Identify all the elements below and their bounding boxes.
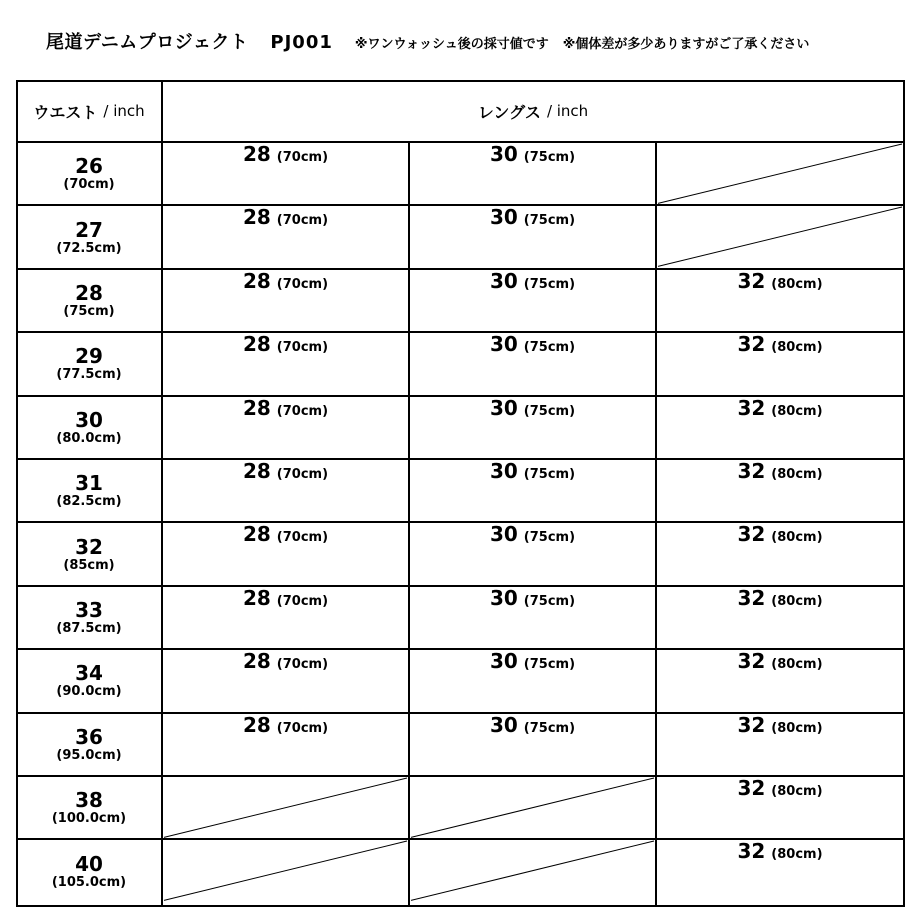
length-header	[162, 80, 904, 142]
waist-cell	[16, 142, 162, 205]
length-cm: (80cm)	[771, 276, 823, 292]
length-cm: (75cm)	[523, 593, 576, 609]
unavailable-cell	[656, 205, 904, 268]
length-inch: 30	[489, 459, 518, 483]
waist-inch: 29	[75, 344, 103, 369]
waist-cm: (105.0cm)	[51, 874, 127, 890]
length-header-label: レングス	[477, 102, 541, 122]
unavailable-cell	[162, 839, 409, 902]
length-cell	[162, 396, 409, 459]
length-cm: (75cm)	[523, 276, 576, 292]
waist-inch: 32	[75, 534, 103, 559]
length-inch: 32	[737, 712, 766, 737]
length-inch: 28	[242, 522, 271, 547]
length-cell	[409, 396, 656, 459]
measurement-note: ※ワンウォッシュ後の採寸値です	[354, 37, 549, 52]
page-header	[46, 28, 809, 56]
waist-inch: 38	[75, 788, 103, 813]
length-cm: (75cm)	[523, 213, 576, 229]
waist-inch: 33	[75, 597, 103, 622]
length-cm: (70cm)	[276, 720, 329, 736]
unavailable-slash	[162, 839, 409, 902]
length-inch: 32	[737, 522, 766, 547]
unavailable-slash	[656, 205, 904, 268]
length-inch: 30	[489, 585, 518, 610]
waist-cm: (70cm)	[63, 177, 115, 193]
length-cell	[656, 649, 904, 712]
waist-inch: 34	[75, 661, 103, 686]
length-cm: (80cm)	[771, 467, 823, 482]
length-cell	[409, 522, 656, 585]
length-inch: 28	[242, 268, 271, 293]
waist-header-label: ウエスト	[33, 102, 98, 122]
size-table	[16, 80, 904, 906]
length-inch: 30	[489, 522, 518, 547]
waist-inch: 36	[75, 724, 103, 749]
product-code: PJ001	[270, 32, 333, 53]
length-inch: 28	[242, 585, 271, 610]
length-inch: 28	[242, 712, 271, 737]
length-cm: (70cm)	[276, 467, 329, 482]
length-inch: 32	[737, 268, 766, 293]
length-cell	[162, 142, 409, 205]
waist-cell	[16, 649, 162, 712]
waist-header-unit: / inch	[103, 102, 145, 120]
waist-cm: (75cm)	[63, 303, 115, 319]
waist-cm: (85cm)	[63, 557, 115, 573]
waist-cm: (100.0cm)	[51, 811, 127, 827]
unavailable-cell	[162, 776, 409, 839]
waist-inch: 27	[75, 217, 103, 242]
length-cm: (75cm)	[523, 340, 576, 356]
length-cm: (75cm)	[523, 530, 576, 546]
waist-header	[16, 80, 162, 142]
waist-cell	[16, 459, 162, 522]
waist-cell	[16, 586, 162, 649]
length-cell	[162, 649, 409, 712]
length-inch: 30	[489, 649, 518, 674]
length-cell	[656, 776, 904, 839]
length-cm: (70cm)	[276, 150, 329, 165]
length-cell	[656, 522, 904, 585]
waist-cell	[16, 839, 162, 902]
waist-cell	[16, 269, 162, 332]
length-cm: (80cm)	[771, 657, 823, 673]
unavailable-slash	[409, 839, 656, 902]
length-cm: (75cm)	[523, 403, 576, 419]
page-title: 尾道デニムプロジェクト	[46, 32, 249, 53]
length-cell	[656, 459, 904, 522]
unavailable-cell	[409, 839, 656, 902]
waist-cell	[16, 396, 162, 459]
length-inch: 32	[737, 332, 766, 357]
waist-cm: (90.0cm)	[56, 684, 122, 700]
length-cell	[409, 586, 656, 649]
length-inch: 28	[242, 142, 271, 166]
waist-cm: (87.5cm)	[56, 620, 122, 636]
length-cm: (80cm)	[771, 784, 823, 799]
length-inch: 32	[737, 839, 766, 864]
length-cm: (80cm)	[771, 593, 823, 609]
length-cell	[162, 269, 409, 332]
length-cell	[162, 713, 409, 776]
length-cell	[409, 649, 656, 712]
waist-cell	[16, 522, 162, 585]
waist-inch: 31	[75, 471, 103, 496]
waist-inch: 28	[75, 280, 103, 305]
length-cm: (80cm)	[771, 720, 823, 736]
waist-cm: (77.5cm)	[56, 367, 122, 383]
length-inch: 32	[737, 649, 766, 674]
length-cell	[162, 205, 409, 268]
length-inch: 30	[489, 395, 518, 420]
length-cell	[409, 205, 656, 268]
length-cm: (70cm)	[276, 340, 329, 356]
length-cell	[656, 713, 904, 776]
length-cell	[409, 459, 656, 522]
length-inch: 30	[489, 205, 518, 230]
unavailable-slash	[656, 142, 904, 205]
length-cell	[162, 459, 409, 522]
variance-note: ※個体差が多少ありますがご了承ください	[562, 37, 810, 52]
length-cm: (70cm)	[276, 530, 329, 546]
length-cell	[162, 332, 409, 395]
length-cell	[162, 522, 409, 585]
length-cm: (80cm)	[771, 530, 823, 546]
length-inch: 32	[737, 585, 766, 610]
length-cm: (70cm)	[276, 403, 329, 419]
length-inch: 28	[242, 205, 271, 230]
length-cm: (80cm)	[771, 847, 823, 863]
length-cm: (75cm)	[523, 467, 576, 482]
waist-cm: (72.5cm)	[56, 240, 122, 256]
unavailable-slash	[409, 776, 656, 839]
waist-inch: 40	[75, 851, 103, 876]
length-inch: 32	[737, 776, 766, 800]
length-cm: (80cm)	[771, 403, 823, 419]
length-cell	[409, 142, 656, 205]
waist-cm: (95.0cm)	[56, 747, 122, 763]
length-header-unit: / inch	[546, 102, 589, 120]
length-inch: 30	[489, 712, 518, 737]
length-inch: 28	[242, 395, 271, 420]
waist-cell	[16, 332, 162, 395]
waist-inch: 30	[75, 407, 103, 432]
length-inch: 28	[242, 459, 271, 483]
length-inch: 30	[489, 332, 518, 357]
length-cell	[656, 269, 904, 332]
length-cell	[162, 586, 409, 649]
waist-cm: (82.5cm)	[56, 494, 122, 510]
unavailable-cell	[656, 142, 904, 205]
waist-inch: 26	[75, 154, 103, 179]
unavailable-cell	[409, 776, 656, 839]
length-cell	[409, 332, 656, 395]
length-inch: 32	[737, 395, 766, 420]
length-cm: (75cm)	[523, 150, 576, 165]
waist-cell	[16, 205, 162, 268]
length-cell	[656, 586, 904, 649]
waist-cell	[16, 776, 162, 839]
length-cm: (70cm)	[276, 213, 329, 229]
length-cm: (70cm)	[276, 657, 329, 673]
length-cell	[409, 269, 656, 332]
length-cell	[409, 713, 656, 776]
length-cm: (75cm)	[523, 720, 576, 736]
length-cm: (70cm)	[276, 593, 329, 609]
length-inch: 28	[242, 332, 271, 357]
length-inch: 30	[489, 142, 518, 166]
length-cm: (75cm)	[523, 657, 576, 673]
length-cell	[656, 332, 904, 395]
waist-cm: (80.0cm)	[56, 430, 122, 446]
unavailable-slash	[162, 776, 409, 839]
length-inch: 30	[489, 268, 518, 293]
length-inch: 28	[242, 649, 271, 674]
length-inch: 32	[737, 459, 766, 483]
length-cm: (70cm)	[276, 276, 329, 292]
length-cm: (80cm)	[771, 340, 823, 356]
length-cell	[656, 839, 904, 902]
length-cell	[656, 396, 904, 459]
waist-cell	[16, 713, 162, 776]
